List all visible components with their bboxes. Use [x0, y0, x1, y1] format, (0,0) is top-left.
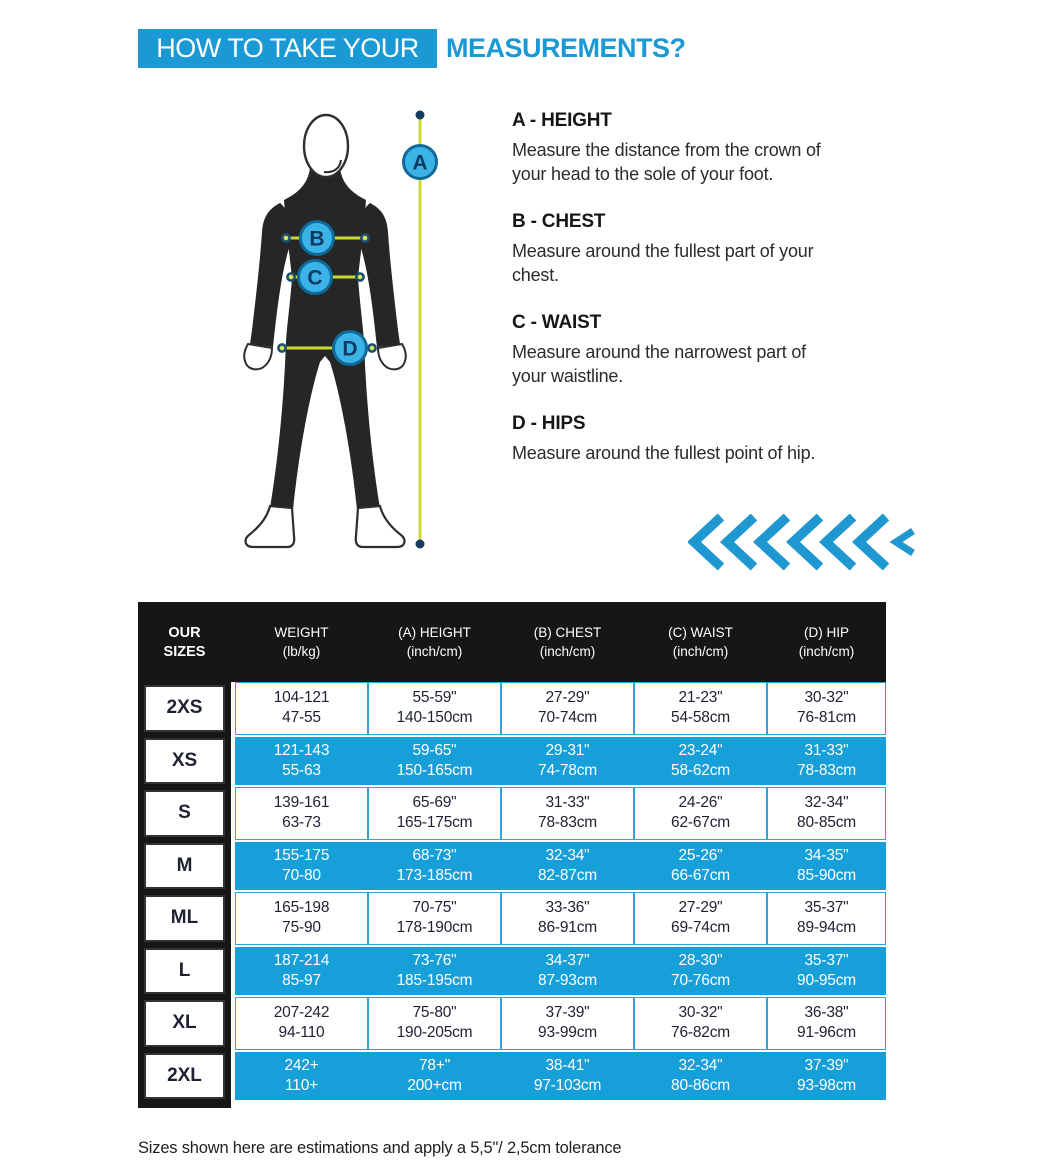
size-label-cell: [138, 787, 231, 840]
instruction-chest: [512, 211, 842, 287]
chest-cell: 37-39" 93-99cm: [501, 997, 634, 1050]
svg-text:D: D: [342, 337, 358, 361]
waist-cell: 21-23" 54-58cm: [634, 682, 767, 735]
marker-c-icon: [299, 261, 332, 294]
instruction-heading: D - HIPS: [512, 413, 586, 434]
weight-cell: 207-242 94-110: [235, 997, 368, 1050]
chest-cell: 33-36" 86-91cm: [501, 892, 634, 945]
height-cell: 70-75" 178-190cm: [368, 892, 501, 945]
marker-b-icon: [301, 222, 334, 255]
hip-cell: 32-34" 80-85cm: [767, 787, 886, 840]
weight-cell: 187-214 85-97: [235, 945, 368, 998]
column-header: (A) HEIGHT (inch/cm): [398, 624, 471, 659]
marker-a-icon: [404, 146, 437, 179]
chest-cell: 29-31" 74-78cm: [501, 735, 634, 788]
size-column-footer: [138, 1102, 231, 1108]
height-cell: 75-80" 190-205cm: [368, 997, 501, 1050]
body-silhouette: [244, 115, 406, 547]
height-cell: 65-69" 165-175cm: [368, 787, 501, 840]
waist-cell: 30-32" 76-82cm: [634, 997, 767, 1050]
size-label: XL: [144, 1000, 225, 1047]
measurement-instructions: [512, 110, 842, 490]
size-label: XS: [144, 738, 225, 785]
hip-cell: 35-37" 89-94cm: [767, 892, 886, 945]
size-label-cell: [138, 892, 231, 945]
height-cell: 73-76" 185-195cm: [368, 945, 501, 998]
chest-cell: 34-37" 87-93cm: [501, 945, 634, 998]
column-header: OUR SIZES: [163, 624, 206, 660]
instruction-body: Measure the distance from the crown of your head to the sole of your foot.: [512, 140, 821, 184]
size-label: S: [144, 790, 225, 837]
height-cell: 55-59" 140-150cm: [368, 682, 501, 735]
size-label: 2XL: [144, 1053, 225, 1100]
instruction-hips: [512, 413, 842, 465]
table-body: [138, 682, 886, 1102]
size-label-cell: [138, 682, 231, 735]
chest-cell: 32-34" 82-87cm: [501, 840, 634, 893]
size-label: ML: [144, 895, 225, 942]
size-chart-table: [138, 602, 886, 1102]
table-row: [138, 787, 886, 840]
waist-cell: 27-29" 69-74cm: [634, 892, 767, 945]
hip-cell: 30-32" 76-81cm: [767, 682, 886, 735]
table-row: [138, 682, 886, 735]
size-label-cell: [138, 945, 231, 998]
column-header: WEIGHT (lb/kg): [274, 624, 329, 659]
table-row: [138, 997, 886, 1050]
height-cell: 59-65" 150-165cm: [368, 735, 501, 788]
svg-text:A: A: [412, 151, 428, 175]
instruction-height: [512, 110, 842, 186]
weight-cell: 139-161 63-73: [235, 787, 368, 840]
left-chevrons-icon: [688, 514, 918, 572]
chest-cell: 38-41" 97-103cm: [501, 1050, 634, 1103]
tolerance-note: Sizes shown here are estimations and apply a 5,5"/ 2,5cm tolerance: [138, 1139, 622, 1157]
waist-cell: 28-30" 70-76cm: [634, 945, 767, 998]
waist-cell: 23-24" 58-62cm: [634, 735, 767, 788]
size-label: M: [144, 843, 225, 890]
weight-cell: 242+ 110+: [235, 1050, 368, 1103]
instruction-heading: A - HEIGHT: [512, 110, 612, 131]
instruction-waist: [512, 312, 842, 388]
hip-cell: 35-37" 90-95cm: [767, 945, 886, 998]
waist-cell: 32-34" 80-86cm: [634, 1050, 767, 1103]
weight-cell: 165-198 75-90: [235, 892, 368, 945]
table-header-row: [138, 602, 886, 682]
column-header: (C) WAIST (inch/cm): [668, 624, 733, 659]
svg-text:B: B: [309, 227, 325, 251]
table-row: [138, 840, 886, 893]
table-row: [138, 945, 886, 998]
instruction-body: Measure around the fullest point of hip.: [512, 443, 816, 463]
height-cell: 68-73" 173-185cm: [368, 840, 501, 893]
size-label: 2XS: [144, 685, 225, 732]
table-row: [138, 735, 886, 788]
table-row: [138, 1050, 886, 1103]
svg-text:C: C: [307, 266, 323, 290]
instruction-body: Measure around the fullest part of your chest.: [512, 241, 814, 285]
marker-d-icon: [334, 332, 367, 365]
size-label-cell: [138, 1050, 231, 1103]
size-label: L: [144, 948, 225, 995]
size-label-cell: [138, 997, 231, 1050]
chest-cell: 31-33" 78-83cm: [501, 787, 634, 840]
weight-cell: 155-175 70-80: [235, 840, 368, 893]
weight-cell: 121-143 55-63: [235, 735, 368, 788]
hip-cell: 36-38" 91-96cm: [767, 997, 886, 1050]
waist-cell: 24-26" 62-67cm: [634, 787, 767, 840]
hip-cell: 31-33" 78-83cm: [767, 735, 886, 788]
column-header: (D) HIP (inch/cm): [798, 624, 855, 659]
instruction-heading: B - CHEST: [512, 211, 606, 232]
column-header: (B) CHEST (inch/cm): [533, 624, 602, 659]
table-row: [138, 892, 886, 945]
waist-cell: 25-26" 66-67cm: [634, 840, 767, 893]
height-cell: 78+" 200+cm: [368, 1050, 501, 1103]
title-highlight-text: HOW TO TAKE YOUR: [156, 33, 419, 63]
body-measurement-diagram: [240, 100, 460, 560]
title-highlight-band: [138, 29, 437, 68]
instruction-body: Measure around the narrowest part of your waistline.: [512, 342, 806, 386]
hip-cell: 34-35" 85-90cm: [767, 840, 886, 893]
weight-cell: 104-121 47-55: [235, 682, 368, 735]
page-title: MEASUREMENTS?: [446, 33, 686, 63]
chest-cell: 27-29" 70-74cm: [501, 682, 634, 735]
instruction-heading: C - WAIST: [512, 312, 601, 333]
hip-cell: 37-39" 93-98cm: [767, 1050, 886, 1103]
size-label-cell: [138, 735, 231, 788]
size-label-cell: [138, 840, 231, 893]
